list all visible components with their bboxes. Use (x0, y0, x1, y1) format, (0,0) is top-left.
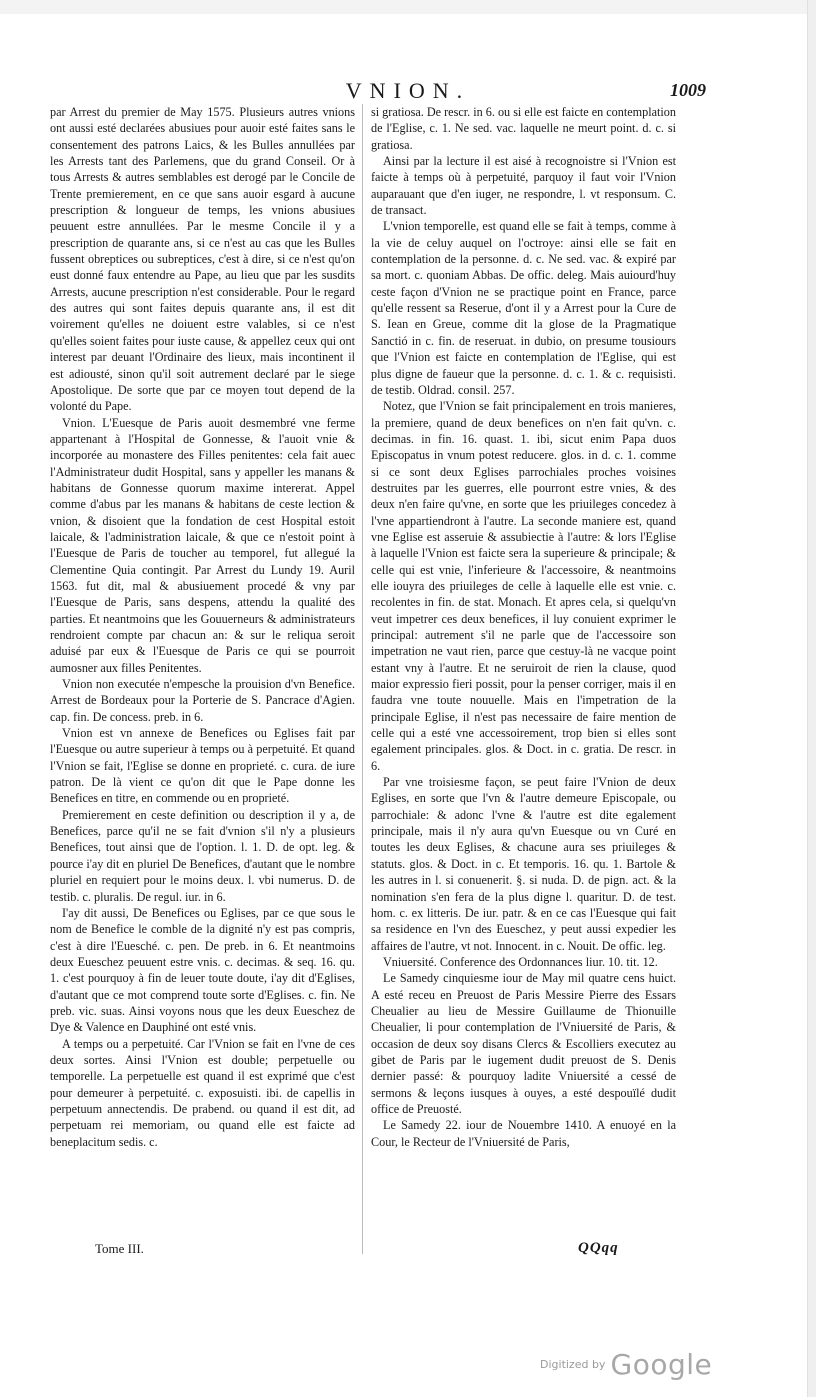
page-number: 1009 (670, 80, 706, 100)
paragraph: Vniuersité. Conference des Ordonnances liur. 10. tit. 12. (383, 954, 658, 969)
paragraph: par Arrest du premier de May 1575. Plusieurs autres vnions ont aussi esté declarées abusiues pour auoir esté faites sans le consentement des patrons Laics, & les Bulles annullées par les Arrests tant des Parlemens, que du grand Conseil. Or à tous Arrests & autres semblables est derogé par le Concile de Trente premierement, en ce que sans auoir esgard à aucune prescription & longueur de temps, les vnions abusiues peuuent estre annullées. Par le mesme Concile il y a prescription de quarante ans, si ce n'est au cas que les Bulles fussent obreptices ou subreptices, c'est à dire, si ce n'est qu'on eust donné faux entendre au Pape, au lieu que par les susdits Arrests, aucune prescription n'est considerable. Pour le regard des autres qui sont faites depuis quarante ans, il est dit voirement qu'elles ne doiuent estre valables, si ce n'est qu'elles soient faites pour iuste cause, & appellez ceux qui ont interest par deuant l'Ordinaire des lieux, mais incontinent il est adiousté, sinon qu'il soit autrement declaré par le siege Apostolique. De sorte que par ce moyen tout depend de la volonté du Pape. (50, 105, 355, 414)
left-column (50, 104, 355, 1264)
paragraph: Le Samedy cinquiesme iour de May mil quatre cens huict. A esté receu en Preuost de Paris Messire Pierre des Essars Cheualier au lieu de Messire Guillaume de Thionuille Cheualier, li pour contemplation de l'Vniuersité de Paris, & occasion de deux soy disans Clercs & Escolliers executez au gibet de Paris par le iugement dudit preuost de S. Denis dernier passé: & pourquoy ladite Vniuersité a cessé de sermons & leçons iusques à ouyes, a esté despouïlé dudit office de Preuosté. (371, 971, 676, 1116)
paragraph: L'vnion temporelle, est quand elle se fait à temps, comme à la vie de celuy auquel on l'octroye: ainsi elle se fait en contemplation de la personne. d. c. Ne sed. vac. & expiré par sa mort. c. quoniam Abbas. De offic. deleg. Mais auiourd'huy ceste façon d'Vnion ne se practique point en France, parce qu'elle ressent sa Reserue, d'ont il y a Arrest pour la Cure de S. Iean en Greue, comme dit la glose de la Pragmatique Sanctió in c. fin. de reseruat. in dubio, on presume tousiours que l'Vnion est faicte en contemplation de l'Eglise, qui est plus digne de faueur que la personne. d. c. 1. & c. requisisti. de testib. Oldrad. consil. 257. (371, 219, 676, 397)
paragraph: si gratiosa. De rescr. in 6. ou si elle est faicte en contemplation de l'Eglise, c. 1. Ne sed. vac. laquelle ne meurt point. d. c. si gratiosa. (371, 105, 676, 152)
google-logo-icon: Google (610, 1348, 713, 1381)
paragraph: Vnion est vn annexe de Benefices ou Eglises fait par l'Euesque ou autre superieur à temps ou à perpetuité. Et quand l'Vnion se fait, l'Eglise se donne en proprieté. c. cura. de iure patron. De là vient ce qu'on dit que le Pape donne les Benefices en titre, en commende ou en proprieté. (50, 726, 355, 806)
paragraph: Premierement en ceste definition ou description il y a, de Benefices, parce qu'il ne se fait d'vnion s'il n'y a plusieurs Benefices, tout ainsi que de l'option. l. 1. D. de opt. leg. & pource i'ay dit en pluriel De Benefices, d'autant que le nombre pluriel en requiert pour le moins deux. l. vbi numerus. D. de testib. c. pluralis. De regul. iur. in 6. (50, 807, 355, 904)
paragraph: Vnion. L'Euesque de Paris auoit desmembré vne ferme appartenant à l'Hospital de Gonnesse, & l'auoit vnie & incorporée au monastere des Filles penitentes: cela fait auec l'Administrateur dudit Hospital, sans y appeller les manans & habitans de Gonnesse quorum maxime intererat. Appel comme d'abus par les manans & habitans de ceste lection & vnion, & disoient que la fondation de cest Hospital estoit laicale, & l'administration laicale, & que ce n'estoit point à l'Euesque de Paris de toucher au temporel, fut allegué la Clementine Quia contingit. Par Arrest du Lundy 19. Auril 1563. fut dit, mal & abusiuement procedé & vny par l'Euesque de Paris, sans despens, attendu la qualité des parties. Et neantmoins que les Gouuerneurs & administrateurs rendroient compte par chacun an: & sur le reliqua seroit aduisé par eux & l'Euesque de Paris ce qui se pourroit aumosner aux filles Penitentes. (50, 415, 355, 675)
paragraph: Vnion non executée n'empesche la prouision d'vn Benefice. Arrest de Bordeaux pour la Porterie de S. Pancrace d'Agien. cap. fin. De concess. preb. in 6. (50, 677, 355, 724)
paragraph: Le Samedy 22. iour de Nouembre 1410. A enuoyé en la Cour, le Recteur de l'Vniuersité de Paris, (371, 1118, 676, 1149)
page-right-edge (807, 0, 816, 1397)
column-divider (362, 104, 363, 1254)
watermark-prefix: Digitized by (540, 1358, 606, 1371)
paragraph: I'ay dit aussi, De Benefices ou Eglises, par ce que sous le nom de Benefice le comble de la dignité n'y est pas compris, c'est à dire l'Euesché. c. pen. De preb. in 6. Et neantmoins deux Eueschez peuuent estre vnis. c. decimas. & seq. 16. qu. 1. c'est pourquoy à fin de leuer toute doute, i'ay dit d'Eglises, d'autant que ce mot comprend toute sorte d'Eglises. c. fin. Ne preb. vic. suas. Ainsi voyons nous que les deux Eueschez de Dye & Valence en Dauphiné ont esté vnis. (50, 905, 355, 1035)
volume-label: Tome III. (95, 1241, 144, 1256)
page-top-edge (0, 0, 816, 14)
signature-mark: QQqq (578, 1240, 619, 1256)
paragraph: Par vne troisiesme façon, se peut faire l'Vnion de deux Eglises, en sorte que l'vn & l'autre demeure Episcopale, ou parrochiale: & adonc l'vne & l'autre est dite egalement principale, mais il n'y aura qu'vn Euesque ou vn Curé en toutes les deux Eglises, & chacune aura ses priuileges & statuts. glos. & Doct. in c. Et temporis. 16. qu. 1. Bartole & les autres in l. si conuenerit. §. si nuda. D. de pign. act. & la nomination s'en fera de la plus digne l. quaritur. D. de test. hom. c. ex litteris. De iur. patr. & en ce cas l'Euesque qui fait sa residence en l'vn des Eueschez, y peut aussi expedier les affaires de l'autre, vt not. Innocent. in c. Nouit. De offic. leg. (371, 775, 676, 953)
paragraph: Notez, que l'Vnion se fait principalement en trois manieres, la premiere, quand de deux benefices on n'en fait qu'vn. c. decimas. in fin. 16. quast. 1. ibi, sicut enim Papa duos Episcopatus in vnum potest reducere. glos. in d. c. 1. comme si ce sont deux Eglises parrochiales proches voisines destruites par les guerres, elle pourront estre vnies, & des deux n'en faire qu'vne, en sorte que les priuileges concedez à l'vne appartiendront à l'autre. La seconde maniere est, quand vne Eglise est asseruie & assubiectie à l'autre: & lors l'Eglise à laquelle l'Vnion est faicte sera la superieure & principale; & celle qui est vnie, l'inferieure & l'accessoire, & neantmoins elle iouyra des priuileges de celle à laquelle elle est vnie. c. recolentes in fin. de stat. Monach. Et apres cela, si quelqu'vn veut impetrer ces deux benefices, il luy conuient exprimer le principal: autrement s'il ne parle que de l'accessoire son impetration ne vaut rien, parce que cestuy-là ne vacque point estant vny à l'autre. Et ne seruiroit de rien la clause, quod maior expressio fieri possit, pour la penser corriger, mais il en faudra vne toute nouuelle. Mais en l'impetration de la principale Eglise, il n'est pas necessaire de faire mention de celle qui a esté vne accessoirement, trop bien si elles sont egalement principales. glos. & Doct. in c. gratia. De rescr. in 6. (371, 399, 676, 773)
running-head: VNION. (345, 78, 471, 103)
paragraph: Ainsi par la lecture il est aisé à recognoistre si l'Vnion est faicte à temps où à perpetuité, parquoy il faut voir l'Vnion auparauant que d'en iuger, ne respondre, l. vt responsum. C. de transact. (371, 154, 676, 218)
digitization-watermark (540, 1348, 712, 1381)
right-column (371, 104, 676, 1264)
paragraph: A temps ou a perpetuité. Car l'Vnion se fait en l'vne de ces deux sortes. Ainsi l'Vnion est double; perpetuelle ou temporelle. La perpetuelle est quand il est exprimé que c'est pour demeurer à perpetuité. c. exposuisti. ibi. de capellis in perpetuum annectendis. De prabend. ou quand il est dit, ad perpetuam rei memoriam, ou quand elle est faicte ad beneplacitum sedis. c. (50, 1036, 355, 1149)
